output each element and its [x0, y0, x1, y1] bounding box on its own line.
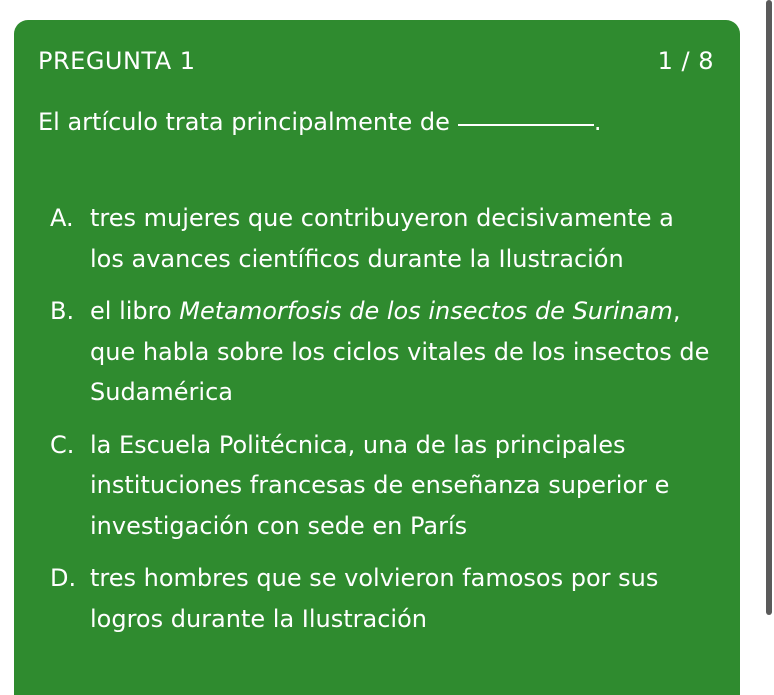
- question-number-label: PREGUNTA 1: [38, 47, 196, 75]
- option-c-letter: C.: [50, 430, 75, 459]
- option-b-text-pre: el libro: [90, 297, 180, 325]
- option-d-letter: D.: [50, 564, 77, 592]
- question-prompt-end: .: [593, 108, 602, 136]
- option-b-letter: B.: [50, 297, 75, 325]
- option-d[interactable]: [50, 558, 710, 639]
- question-card: [14, 20, 740, 695]
- scrollbar[interactable]: [766, 0, 772, 615]
- option-b-book-title: Metamorfosis de los insectos de Surinam: [179, 297, 673, 325]
- option-c-text: la Escuela Politécnica, una de las principales instituciones francesas de enseñanza superior e investigación con sede en París: [90, 430, 670, 540]
- option-a[interactable]: [50, 198, 710, 279]
- option-d-text: tres hombres que se volvieron famosos por sus logros durante la Ilustración: [90, 564, 659, 633]
- question-counter: 1 / 8: [657, 47, 714, 75]
- option-a-letter: A.: [50, 204, 74, 232]
- option-c[interactable]: [50, 425, 710, 547]
- question-prompt: [38, 106, 601, 138]
- question-header: [38, 46, 714, 76]
- option-b-text: [90, 291, 710, 413]
- answer-blank: [458, 124, 594, 126]
- option-a-text: tres mujeres que contribuyeron decisivamente a los avances científicos durante la Ilustración: [90, 204, 674, 273]
- question-prompt-text: El artículo trata principalmente de: [38, 108, 450, 136]
- option-b-text-post: , que habla sobre los ciclos vitales de los insectos de Sudamérica: [90, 297, 710, 406]
- answer-options: [50, 198, 710, 651]
- option-b[interactable]: [50, 291, 710, 413]
